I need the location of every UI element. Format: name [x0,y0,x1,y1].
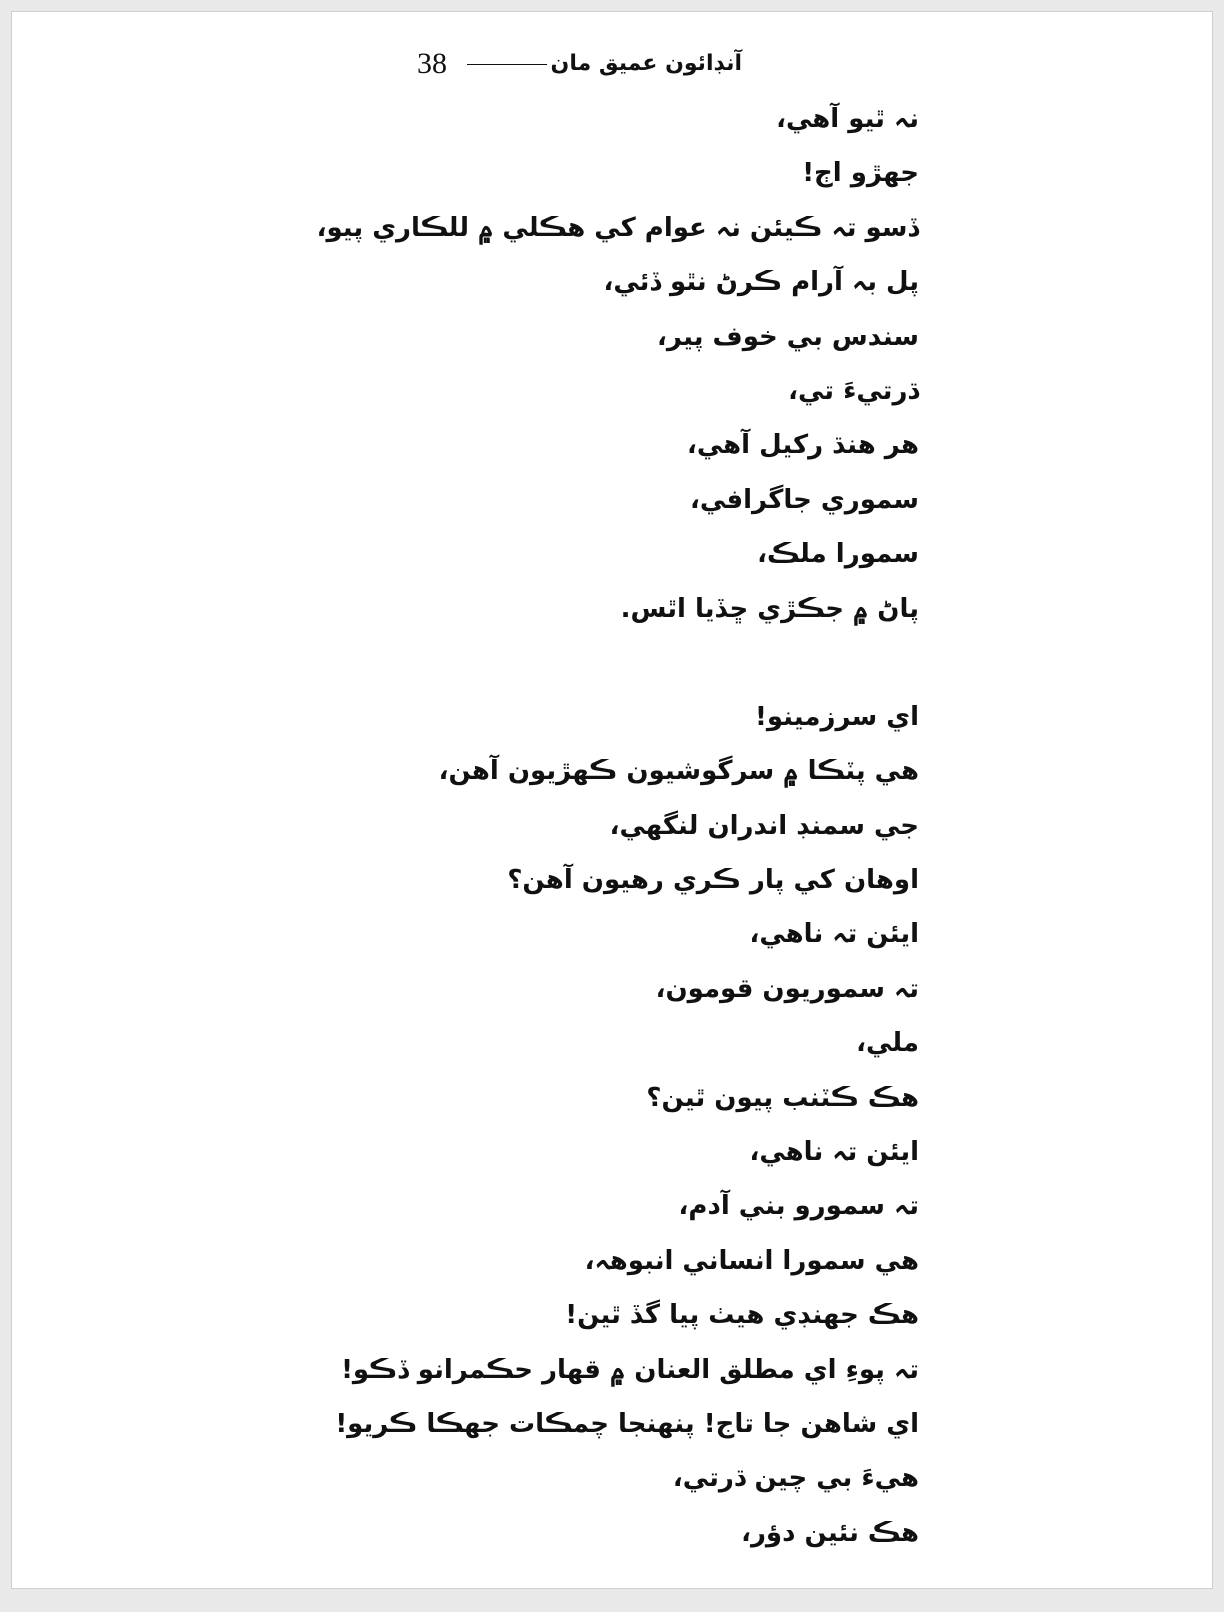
poem-line: اي شاهن جا تاج! پنهنجا چمڪات جهڪا ڪريو! [335,1408,919,1439]
page-number: 38 [417,47,447,80]
poem-line: هڪ ڪٽنب پيون ٿين؟ [646,1082,919,1113]
poem-line: هيءَ بي چين ڌرتي، [672,1463,919,1494]
stanza-2 [279,690,919,1560]
page-header [417,46,742,86]
poem-line: پل بہ آرام ڪرڻ نٿو ڏئي، [603,267,919,298]
poem-line: هي سمورا انساني انبوهہ، [584,1245,919,1276]
running-title: آنڊائون عميق مان [550,51,742,76]
book-page [12,12,1212,1588]
header-rule [467,64,547,65]
poem-line: هر هنڌ رکيل آهي، [686,430,919,461]
poem-line: ايئن تہ ناهي، [749,919,919,950]
poem-line: تہ پوءِ اي مطلق العنان ۾ قهار حڪمرانو ڏڪو! [341,1354,919,1385]
poem-line: اوهان کي پار ڪري رهيون آهن؟ [507,865,919,896]
poem-line: هڪ جهنڊي هيٺ پيا گڏ ٿين! [565,1300,919,1331]
poem-line: سندس بي خوف پير، [657,321,919,352]
poem-line: پاڻ ۾ جڪڙي ڇڏيا اٿس. [620,593,919,624]
poem-line: تہ سمورو بني آدم، [678,1191,919,1222]
stanza-1 [279,92,919,636]
poem-line: ڏسو تہ ڪيئن نہ عوام کي هڪلي ۾ للڪاري پيو، [316,212,919,243]
poem-line: هڪ نئين دؤر، [741,1517,919,1548]
poem-line: ملي، [856,1028,919,1059]
poem-line: اي سرزمينو! [755,701,919,732]
poem-line: ڌرتيءَ تي، [788,375,919,406]
poem-line: سموري جاگرافي، [689,484,919,515]
poem-line: جي سمنڊ اندران لنگهي، [609,810,919,841]
poem-line: تہ سموريون قومون، [655,973,919,1004]
poem-body [279,92,919,1560]
poem-line: نہ ٿيو آهي، [776,104,919,134]
poem-line: هي پٽڪا ۾ سرگوشيون ڪهڙيون آهن، [438,756,919,787]
poem-line: جهڙو اڄ! [802,158,919,189]
poem-line: ايئن تہ ناهي، [749,1137,919,1168]
poem-line: سمورا ملڪ، [757,539,919,570]
